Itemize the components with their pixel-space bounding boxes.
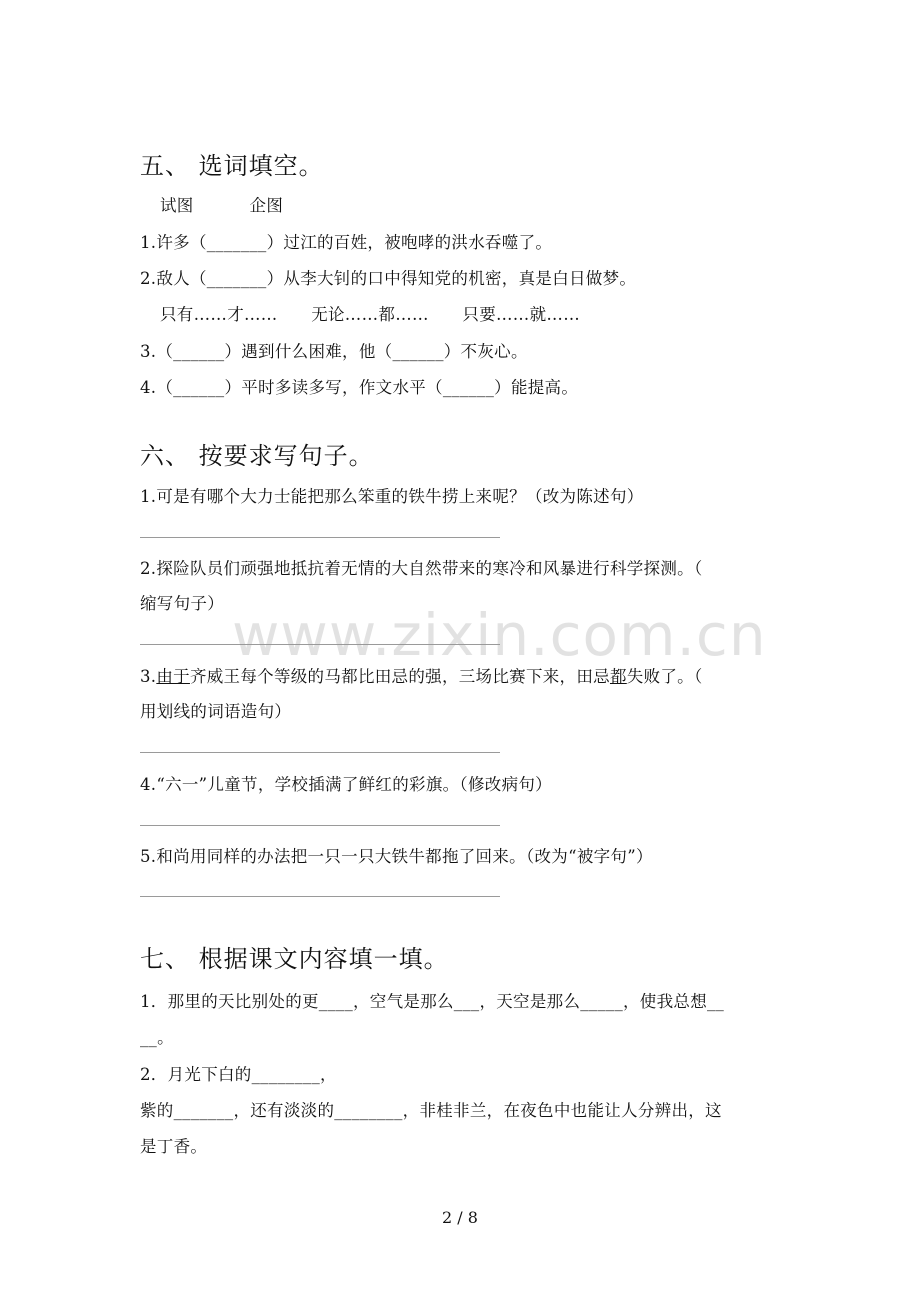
question-5-4: 4.（______）平时多读多写，作文水平（______）能提高。: [140, 378, 579, 397]
underlined-word-dou: 都: [609, 667, 627, 686]
underlined-word-youyu: 由于: [156, 667, 190, 686]
question-6-3-suffix: 失败了。（: [626, 667, 703, 686]
question-6-5: 5.和尚用同样的办法把一只一只大铁牛都拖了回来。（改为“被字句”）: [140, 847, 653, 866]
question-7-2-line1: 2．月光下白的________，: [140, 1065, 337, 1084]
question-7-2-line3: 是丁香。: [140, 1137, 208, 1156]
question-7-2-line2: 紫的_______，还有淡淡的________，非桂非兰，在夜色中也能让人分辨出，这: [140, 1101, 722, 1120]
section-7-title: 七、 根据课文内容填一填。: [140, 945, 449, 973]
question-6-3-line2: 用划线的词语造句）: [140, 702, 292, 721]
word-bank-1: 试图 企图: [160, 196, 284, 215]
question-6-3-prefix: 3.: [140, 667, 157, 686]
question-7-1-line2: __。: [140, 1028, 174, 1047]
answer-line: [140, 825, 500, 826]
question-5-2: 2.敌人（_______）从李大钊的口中得知党的机密，真是白日做梦。: [140, 269, 637, 288]
question-6-3-middle: 齐威王每个等级的马都比田忌的强，三场比赛下来，田忌: [189, 667, 610, 686]
section-6-title: 六、 按要求写句子。: [140, 442, 374, 470]
question-7-1-line1: 1．那里的天比别处的更____，空气是那么___，天空是那么_____，使我总想__: [140, 992, 725, 1011]
word-bank-2: 只有……才…… 无论……都…… 只要……就……: [160, 305, 580, 324]
answer-line: [140, 752, 500, 753]
question-6-1: 1.可是有哪个大力士能把那么笨重的铁牛捞上来呢？（改为陈述句）: [140, 487, 644, 506]
answer-line: [140, 537, 500, 538]
question-5-1: 1.许多（_______）过江的百姓，被咆哮的洪水吞噬了。: [140, 233, 553, 252]
question-6-4: 4.“六一”儿童节，学校插满了鲜红的彩旗。（修改病句）: [140, 775, 552, 794]
question-6-2-line2: 缩写句子）: [140, 594, 224, 613]
answer-line: [140, 896, 500, 897]
question-6-2-line1: 2.探险队员们顽强地抵抗着无情的大自然带来的寒冷和风暴进行科学探测。（: [140, 559, 703, 578]
page-number: 2 / 8: [442, 1208, 478, 1227]
section-5-title: 五、 选词填空。: [140, 152, 324, 180]
watermark: www.zixin.com.cn: [232, 601, 767, 669]
question-5-3: 3.（______）遇到什么困难，他（______）不灰心。: [140, 342, 528, 361]
